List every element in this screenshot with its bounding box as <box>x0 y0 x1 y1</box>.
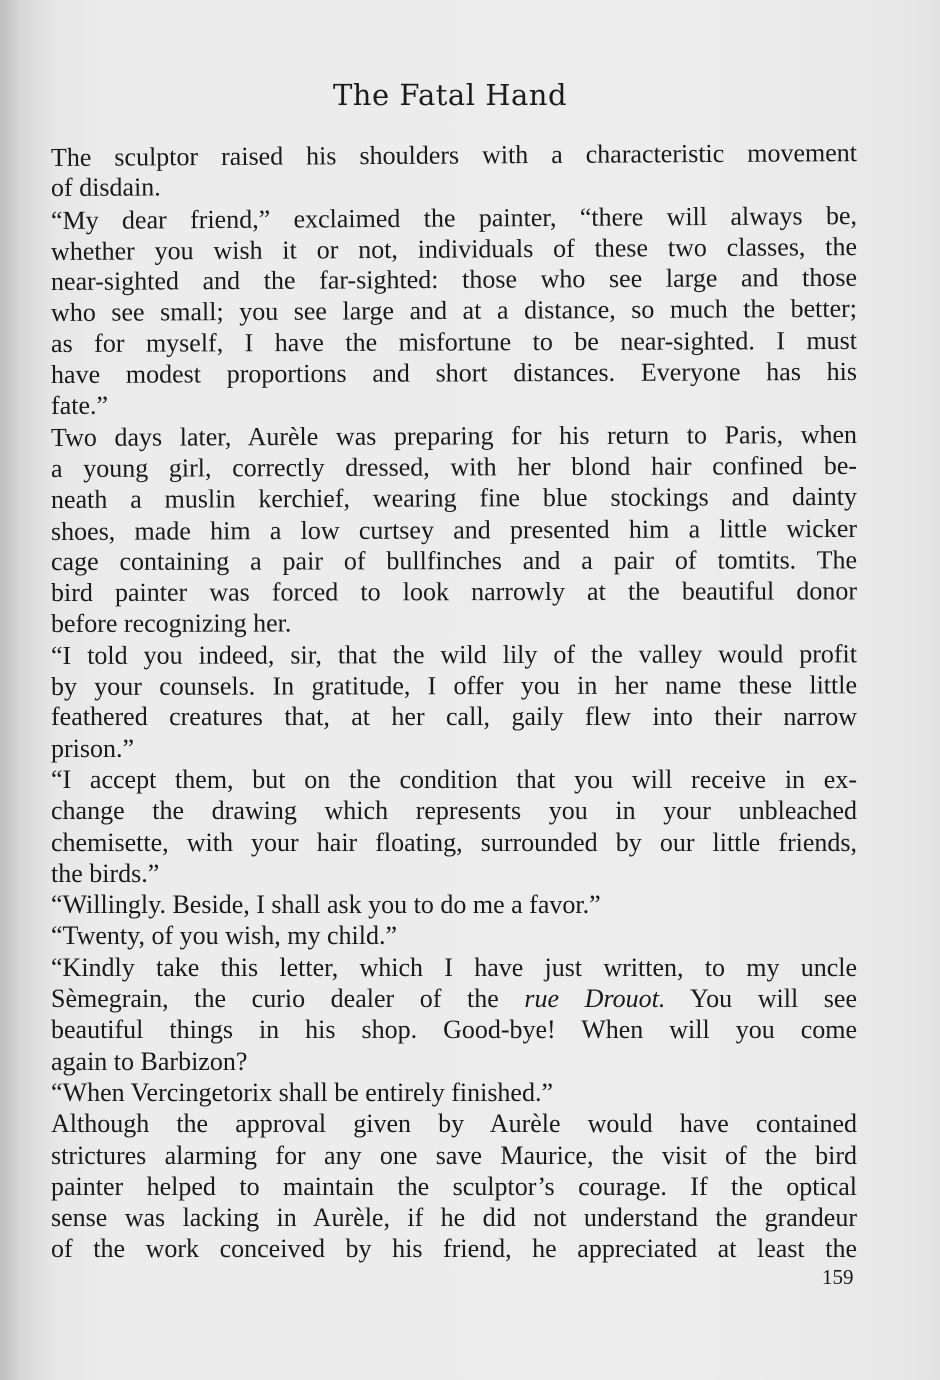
text-line: near-sighted and the far-sighted: those who see large and those <box>50 262 858 297</box>
text-line: chemisette, with your hair floating, surrounded by our little friends, <box>51 827 857 857</box>
body-text <box>51 138 857 1265</box>
italic-place-name: rue Drouot. <box>524 984 666 1014</box>
text-line: shoes, made him a low curtsey and presented him a little wicker <box>50 513 858 546</box>
text-line: before recognizing her. <box>50 608 292 639</box>
text-line: Two days later, Aurèle was preparing for his return to Paris, when <box>50 419 858 452</box>
text-line: The sculptor raised his shoulders with a characteristic movement <box>50 138 858 172</box>
text-line: cage containing a pair of bullfinches and a pair of tomtits. The <box>50 545 858 576</box>
text-line: who see small; you see large and at a distance, so much the better; <box>50 294 858 328</box>
text-line: painter helped to maintain the sculptor’s courage. If the optical <box>51 1171 857 1201</box>
text-line: the birds.” <box>51 858 160 888</box>
text-line: sense was lacking in Aurèle, if he did not understand the grandeur <box>51 1203 857 1233</box>
text-line: Although the approval given by Aurèle would have contained <box>51 1109 857 1139</box>
text-line: bird painter was forced to look narrowly at the beautiful donor <box>50 576 858 608</box>
text-line: “I told you indeed, sir, that the wild lily of the valley would profit <box>50 639 858 670</box>
text-line: beautiful things in his shop. Good-bye! When will you come <box>51 1015 857 1045</box>
line-segment: Sèmegrain, the curio dealer of the <box>51 984 525 1014</box>
text-line: prison.” <box>51 733 135 763</box>
text-line: “Kindly take this letter, which I have just written, to my uncle <box>51 952 857 982</box>
text-line: of disdain. <box>50 172 161 203</box>
text-line: “Willingly. Beside, I shall ask you to do me a favor.” <box>51 890 601 920</box>
text-line: “When Vercingetorix shall be entirely finished.” <box>51 1077 554 1107</box>
text-line: of the work conceived by his friend, he appreciated at least the <box>51 1234 857 1264</box>
text-line: again to Barbizon? <box>51 1046 248 1076</box>
page-number: 159 <box>822 1265 854 1289</box>
text-line: strictures alarming for any one save Maurice, the visit of the bird <box>51 1140 857 1170</box>
text-line: neath a muslin kerchief, wearing fine blue stockings and dainty <box>50 482 858 515</box>
text-line: have modest proportions and short distances. Everyone has his <box>50 356 858 390</box>
text-line: whether you wish it or not, individuals of these two classes, the <box>50 231 858 266</box>
line-segment: You will see <box>665 984 858 1014</box>
text-line-with-italic <box>51 983 857 1014</box>
text-line: “I accept them, but on the condition that you will receive in ex- <box>51 764 857 794</box>
running-head: The Fatal Hand <box>332 78 568 112</box>
text-line: “Twenty, of you wish, my child.” <box>51 921 397 951</box>
text-line: as for myself, I have the misfortune to be near-sighted. I must <box>50 325 858 358</box>
text-line: a young girl, correctly dressed, with her blond hair confined be- <box>50 450 858 483</box>
text-line: by your counsels. In gratitude, I offer you in her name these little <box>50 670 858 702</box>
text-line: fate.” <box>50 391 109 421</box>
text-line: change the drawing which represents you in your unbleached <box>51 796 857 826</box>
text-line: feathered creatures that, at her call, gaily flew into their narrow <box>51 702 857 732</box>
text-line: “My dear friend,” exclaimed the painter, “there will always be, <box>50 200 858 235</box>
